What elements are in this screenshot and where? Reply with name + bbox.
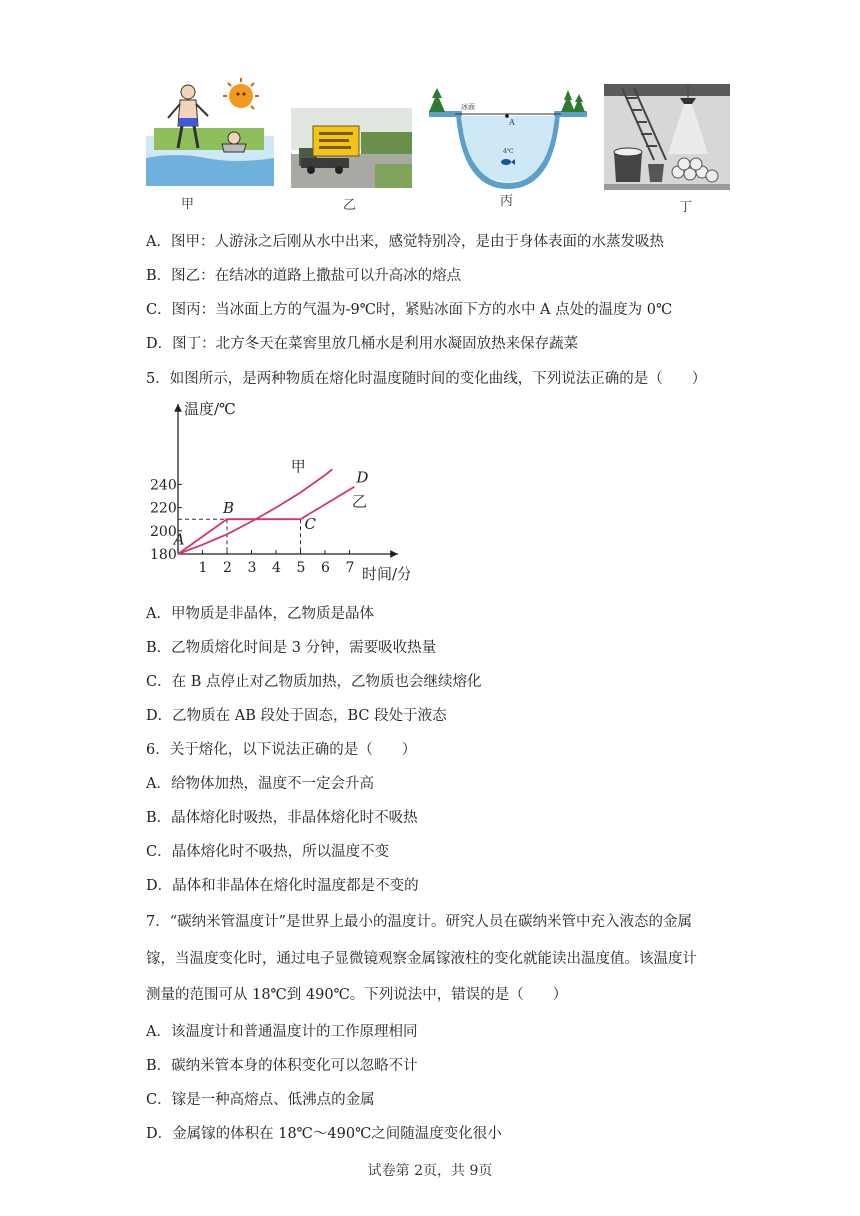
q5-option-d: D．乙物质在 AB 段处于固态，BC 段处于液态 [146,708,447,724]
q5-option-a: A．甲物质是非晶体，乙物质是晶体 [146,606,374,622]
q5-stem: 5．如图所示，是两种物质在熔化时温度随时间的变化曲线，下列说法正确的是（ ） [146,371,707,387]
q6-option-c: C．晶体熔化时不吸热，所以温度不变 [146,844,390,860]
y-tick-label: 220 [150,500,177,517]
y-axis-label: 温度/℃ [184,400,236,418]
series-label-jia: 甲 [290,457,306,476]
ice-surface-label: 冰面 [461,103,475,111]
q4-option-a: A．图甲：人游泳之后刚从水中出来，感觉特别冷，是由于身体表面的水蒸发吸热 [146,234,664,250]
water-temperature-label: 4℃ [503,148,514,155]
series-line-甲 [178,469,332,554]
q4-option-d: D．图丁：北方冬天在菜窖里放几桶水是利用水凝固放热来保存蔬菜 [146,336,579,352]
q7-option-b: B．碳纳米管本身的体积变化可以忽略不计 [146,1058,418,1074]
figure-jia-label: 甲 [181,197,195,212]
point-a-label: A [509,118,515,127]
q5-chart [150,398,410,588]
figure-yi-label: 乙 [343,198,357,213]
q4-option-c: C．图丙：当冰面上方的气温为-9℃时，紧贴冰面下方的水中 A 点处的温度为 0℃ [146,302,673,318]
x-tick-label: 3 [247,560,257,576]
point-label-a: A [173,530,185,549]
figure-bing-label: 丙 [500,194,514,209]
x-tick-label: 4 [272,560,281,576]
page-footer: 试卷第 2页，共 9页 [367,1163,493,1179]
series-label-yi: 乙 [351,492,367,511]
x-axis-label: 时间/分 [362,565,410,583]
q6-option-d: D．晶体和非晶体在熔化时温度都是不变的 [146,878,419,894]
q5-option-b: B．乙物质熔化时间是 3 分钟，需要吸收热量 [146,640,437,656]
figure-bing [425,82,591,190]
y-tick-label: 240 [150,477,177,494]
y-tick-label: 200 [150,523,177,540]
q7-stem-line-3: 测量的范围可从 18℃到 490℃。下列说法中，错误的是（ ） [146,987,568,1003]
x-tick-label: 2 [223,560,232,576]
q7-option-c: C．镓是一种高熔点、低沸点的金属 [146,1092,375,1108]
y-tick-label: 180 [150,547,177,563]
swimmer-sun-illustration-icon [146,78,274,186]
x-tick-label: 6 [321,560,330,576]
x-tick-label: 1 [198,560,208,576]
x-tick-label: 7 [345,560,355,576]
salt-truck-road-photo-icon [291,108,412,188]
figure-ding [604,84,730,190]
temperature-time-chart [150,398,410,588]
figure-yi [291,108,412,188]
q6-option-a: A．给物体加热，温度不一定会升高 [146,776,374,792]
q6-option-b: B．晶体熔化时吸热，非晶体熔化时不吸热 [146,810,418,826]
figure-jia [146,78,274,186]
point-label-b: B [223,499,235,518]
point-label-d: D [356,468,369,487]
q5-option-c: C．在 B 点停止对乙物质加热，乙物质也会继续熔化 [146,674,482,690]
x-tick-label: 5 [296,560,306,576]
q7-stem-line-1: 7．“碳纳米管温度计”是世界上最小的温度计。研究人员在碳纳米管中充入液态的金属 [146,914,693,930]
q7-stem-line-2: 镓，当温度变化时，通过电子显微镜观察金属镓液柱的变化就能读出温度值。该温度计 [146,951,697,967]
figure-ding-label: 丁 [679,200,693,215]
q7-option-d: D．金属镓的体积在 18℃～490℃之间随温度变化很小 [146,1126,502,1142]
frozen-pond-diagram-icon [425,82,591,190]
point-label-c: C [304,515,316,534]
q7-option-a: A．该温度计和普通温度计的工作原理相同 [146,1024,418,1040]
q6-stem: 6．关于熔化，以下说法正确的是（ ） [146,742,417,758]
q4-option-b: B．图乙：在结冰的道路上撒盐可以升高冰的熔点 [146,268,462,284]
cellar-water-buckets-photo-icon [604,84,730,190]
